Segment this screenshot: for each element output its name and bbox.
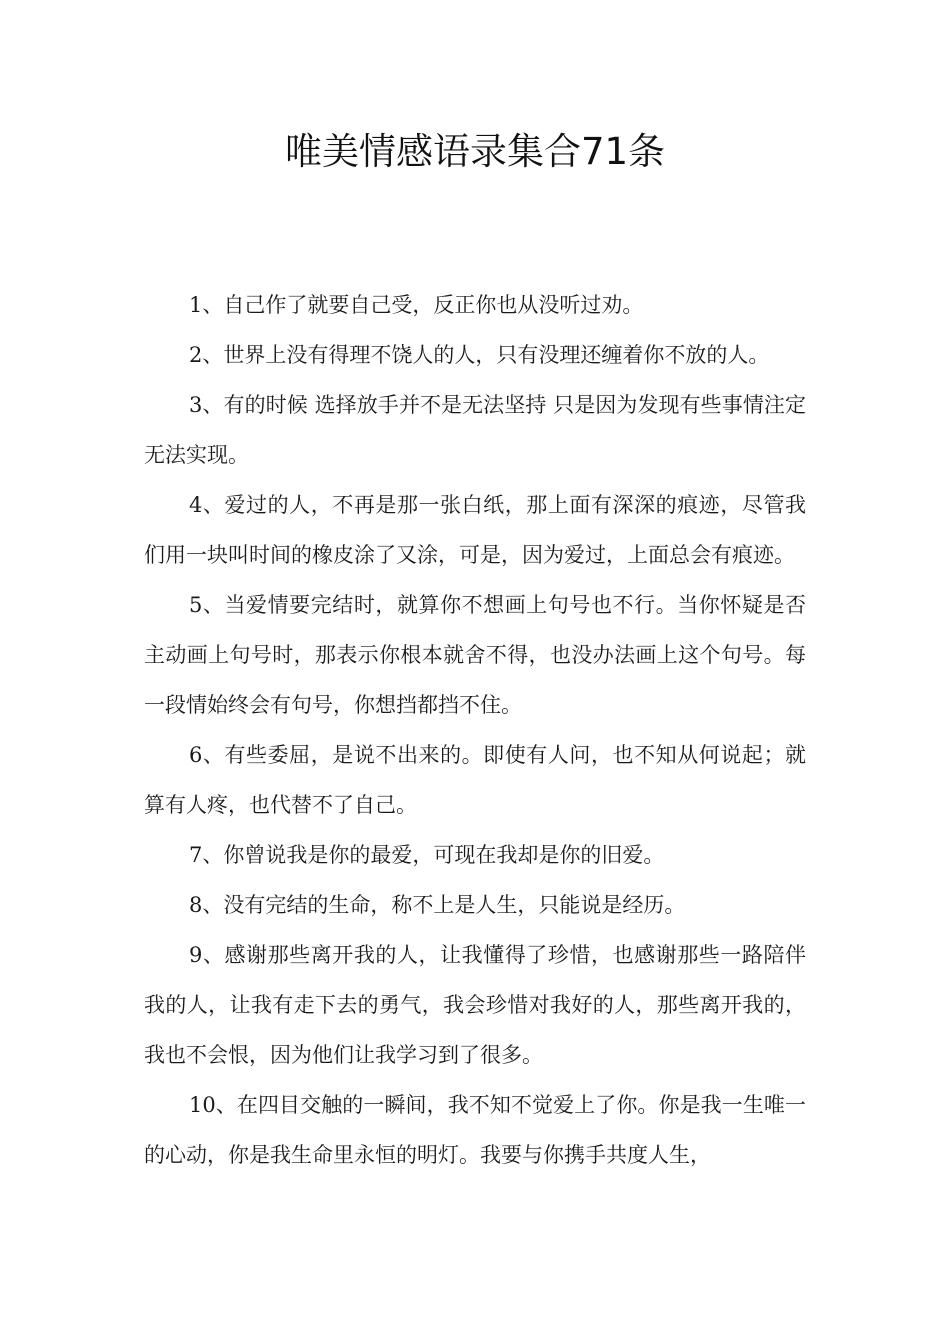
- quote-paragraph-2: 2、世界上没有得理不饶人的人，只有没理还缠着你不放的人。: [189, 343, 770, 367]
- quote-paragraph-4: 4、爱过的人，不再是那一张白纸，那上面有深深的痕迹，尽管我们用一块叫时间的橡皮涂了又涂，可是，因为爱过，上面总会有痕迹。: [144, 493, 806, 567]
- quote-paragraph-9: 9、感谢那些离开我的人，让我懂得了珍惜，也感谢那些一路陪伴我的人，让我有走下去的勇气，我会珍惜对我好的人，那些离开我的，我也不会恨，因为他们让我学习到了很多。: [144, 943, 806, 1067]
- quote-paragraph-10: 10、在四目交触的一瞬间，我不知不觉爱上了你。你是我一生唯一的心动，你是我生命里永恒的明灯。我要与你携手共度人生，: [144, 1093, 806, 1167]
- quote-paragraph-8: 8、没有完结的生命，称不上是人生，只能说是经历。: [189, 893, 686, 917]
- quote-paragraph-1: 1、自己作了就要自己受，反正你也从没听过劝。: [189, 293, 644, 317]
- quote-paragraph-3: 3、有的时候 选择放手并不是无法坚持 只是因为发现有些事情注定无法实现。: [144, 393, 806, 467]
- quote-paragraph-6: 6、有些委屈，是说不出来的。即使有人问，也不知从何说起；就算有人疼，也代替不了自己。: [144, 743, 806, 817]
- quote-paragraph-7: 7、你曾说我是你的最爱，可现在我却是你的旧爱。: [189, 843, 665, 867]
- document-title: 唯美情感语录集合71条: [284, 130, 666, 173]
- quote-paragraph-5: 5、当爱情要完结时，就算你不想画上句号也不行。当你怀疑是否主动画上句号时，那表示你根本就舍不得，也没办法画上这个句号。每一段情始终会有句号，你想挡都挡不住。: [144, 593, 806, 717]
- document-body: [144, 280, 806, 1180]
